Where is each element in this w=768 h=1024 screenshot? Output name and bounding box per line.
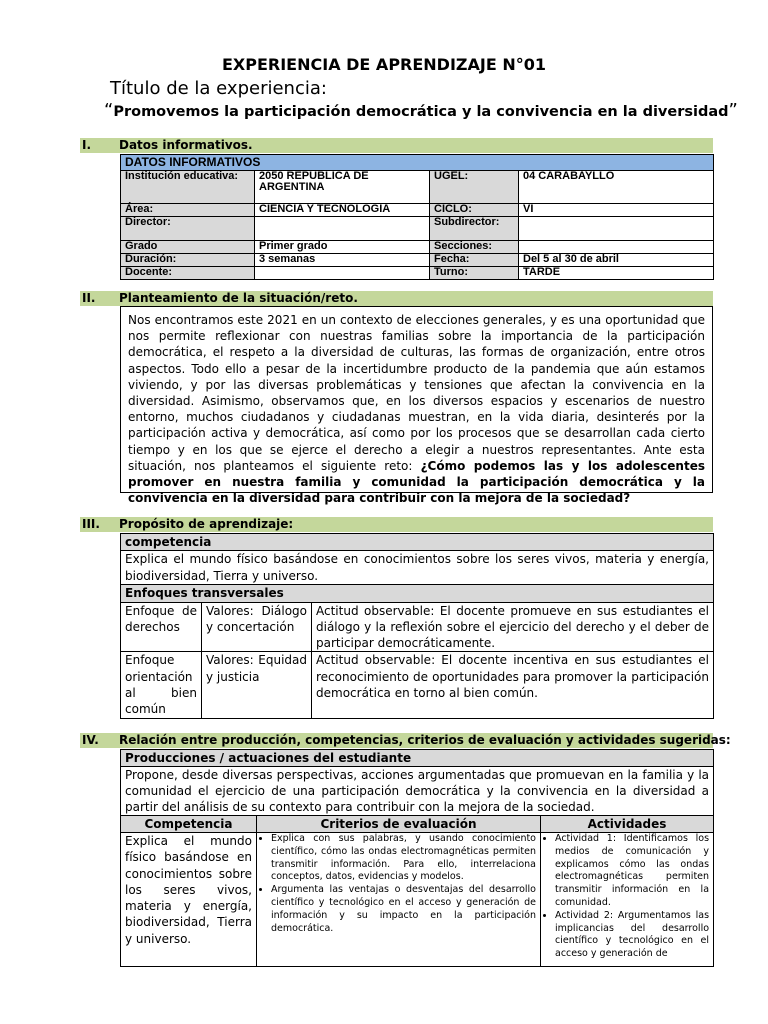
section-title: Propósito de aprendizaje: — [119, 517, 294, 531]
datos-label: Docente: — [121, 267, 255, 280]
criterio-item: • Argumenta las ventajas o desventajas del desarrollo científico y tecnológico en el acceso y generación de información y su impacto en la participación democrática. — [271, 884, 536, 935]
datos-label: Fecha: — [430, 254, 519, 267]
experience-title-line — [104, 100, 738, 121]
datos-value — [255, 267, 430, 280]
document-title: EXPERIENCIA DE APRENDIZAJE N°01 — [221, 55, 547, 74]
experience-title: Promovemos la participación democrática y la convivencia en la diversidad — [113, 104, 729, 120]
datos-value — [519, 241, 714, 254]
datos-label: Turno: — [430, 267, 519, 280]
datos-label: CICLO: — [430, 204, 519, 217]
datos-label: Subdirector: — [430, 217, 519, 241]
datos-label: Grado — [121, 241, 255, 254]
col-header-actividades: Actividades — [541, 816, 714, 833]
actividad-item: • Actividad 2: Argumentamos las implicancias del desarrollo científico y tecnológico en el acceso y generación de — [555, 910, 709, 961]
proposito-table — [120, 533, 714, 719]
datos-value: 2050 REPUBLICA DE ARGENTINA — [255, 171, 430, 204]
section-heading-situacion — [80, 291, 713, 306]
section-number: IV. — [82, 733, 99, 747]
section-number: II. — [82, 291, 96, 305]
datos-value — [255, 217, 430, 241]
produccion-text: Propone, desde diversas perspectivas, acciones argumentadas que promuevan en la familia y la comunidad el ejercicio de una participación democrática y la convivencia en la diversidad a partir del análisis de su contexto para contribuir con la mejora de la sociedad. — [121, 767, 714, 816]
criterio-item: • Explica con sus palabras, y usando conocimiento científico, cómo las ondas electromagnéticas permiten transmitir información. Para ello, interrelaciona conceptos, datos, evidencias y modelos. — [271, 833, 536, 884]
actitud-cell: Actitud observable: El docente incentiva en sus estudiantes el reconocimiento de oportunidades para promover la participación democrática en torno al bien común. — [312, 652, 714, 718]
datos-value: Primer grado — [255, 241, 430, 254]
section-title: Relación entre producción, competencias, criterios de evaluación y actividades sugeridas: — [119, 733, 731, 747]
datos-value: VI — [519, 204, 714, 217]
datos-label: Director: — [121, 217, 255, 241]
datos-label: Duración: — [121, 254, 255, 267]
datos-value: CIENCIA Y TECNOLOGIA — [255, 204, 430, 217]
quote-close: ” — [728, 100, 738, 121]
actividad-item: • Actividad 1: Identificamos los medios de comunicación y explicamos cómo las ondas electromagnéticas permiten transmitir información en la comunidad. — [555, 833, 709, 910]
datos-label: UGEL: — [430, 171, 519, 204]
valores-cell: Valores: Diálogo y concertación — [202, 602, 312, 652]
datos-value: TARDE — [519, 267, 714, 280]
section-title: Planteamiento de la situación/reto. — [119, 291, 358, 305]
section-number: III. — [82, 517, 100, 531]
enfoques-label: Enfoques transversales — [121, 585, 714, 602]
produccion-label: Producciones / actuaciones del estudiante — [121, 750, 714, 767]
enfoque-cell: Enfoque de derechos — [121, 602, 202, 652]
datos-value: 3 semanas — [255, 254, 430, 267]
enfoque-cell: Enfoque orientación al bien común — [121, 652, 202, 718]
actitud-cell: Actitud observable: El docente promueve en sus estudiantes el diálogo y la reflexión sobre el ejercicio del derecho y el deber de participar democráticamente. — [312, 602, 714, 652]
datos-header: DATOS INFORMATIVOS — [121, 155, 714, 171]
section-heading-proposito — [80, 517, 713, 532]
actividades-cell — [541, 833, 714, 967]
datos-label: Secciones: — [430, 241, 519, 254]
competencia-label: competencia — [121, 534, 714, 551]
situacion-reto: ¿Cómo podemos las y los adolescentes promover en nuestra familia y comunidad la participación democrática y la convivencia en la diversidad para contribuir con la mejora de la sociedad? — [128, 458, 705, 506]
datos-value — [519, 217, 714, 241]
experience-subtitle: Título de la experiencia: — [110, 78, 327, 99]
datos-label: Institución educativa: — [121, 171, 255, 204]
situacion-box — [120, 306, 713, 506]
col-header-criterios: Criterios de evaluación — [257, 816, 541, 833]
criterios-cell — [257, 833, 541, 967]
quote-open: “ — [104, 100, 114, 121]
section-number: I. — [82, 138, 92, 152]
competencia-text: Explica el mundo físico basándose en conocimientos sobre los seres vivos, materia y energía, biodiversidad, Tierra y universo. — [121, 551, 714, 585]
datos-table — [120, 154, 714, 280]
situacion-text: Nos encontramos este 2021 en un contexto de elecciones generales, y es una oportunidad que nos permite reflexionar con nuestras familias sobre la importancia de la participación democrática, el respeto a la diversidad de culturas, las formas de organización, entre otros aspectos. Todo ello a pesar de la incertidumbre producto de la pandemia que aún estamos viviendo, y por las diversas problemáticas y tensiones que afectan la convivencia en la diversidad. Asimismo, observamos que, en los diversos espacios y escenarios de nuestro entorno, muchos ciudadanos y ciudadanas muestran, en la vida diaria, desinterés por la participación activa y democrática, así como por los procesos que se desarrollan cada cierto tiempo y en los que se ejerce el derecho a elegir a nuestros representantes. Ante esta situación, nos planteamos el siguiente reto: — [128, 313, 705, 473]
valores-cell: Valores: Equidad y justicia — [202, 652, 312, 718]
datos-label: Área: — [121, 204, 255, 217]
relacion-table — [120, 749, 714, 967]
section-heading-relacion — [80, 733, 731, 748]
competencia-cell: Explica el mundo físico basándose en conocimientos sobre los seres vivos, materia y energía, biodiversidad, Tierra y universo. — [121, 833, 257, 967]
datos-value: 04 CARABAYLLO — [519, 171, 714, 204]
section-heading-datos — [80, 138, 713, 153]
section-title: Datos informativos. — [119, 138, 253, 152]
col-header-competencia: Competencia — [121, 816, 257, 833]
datos-value: Del 5 al 30 de abril — [519, 254, 714, 267]
